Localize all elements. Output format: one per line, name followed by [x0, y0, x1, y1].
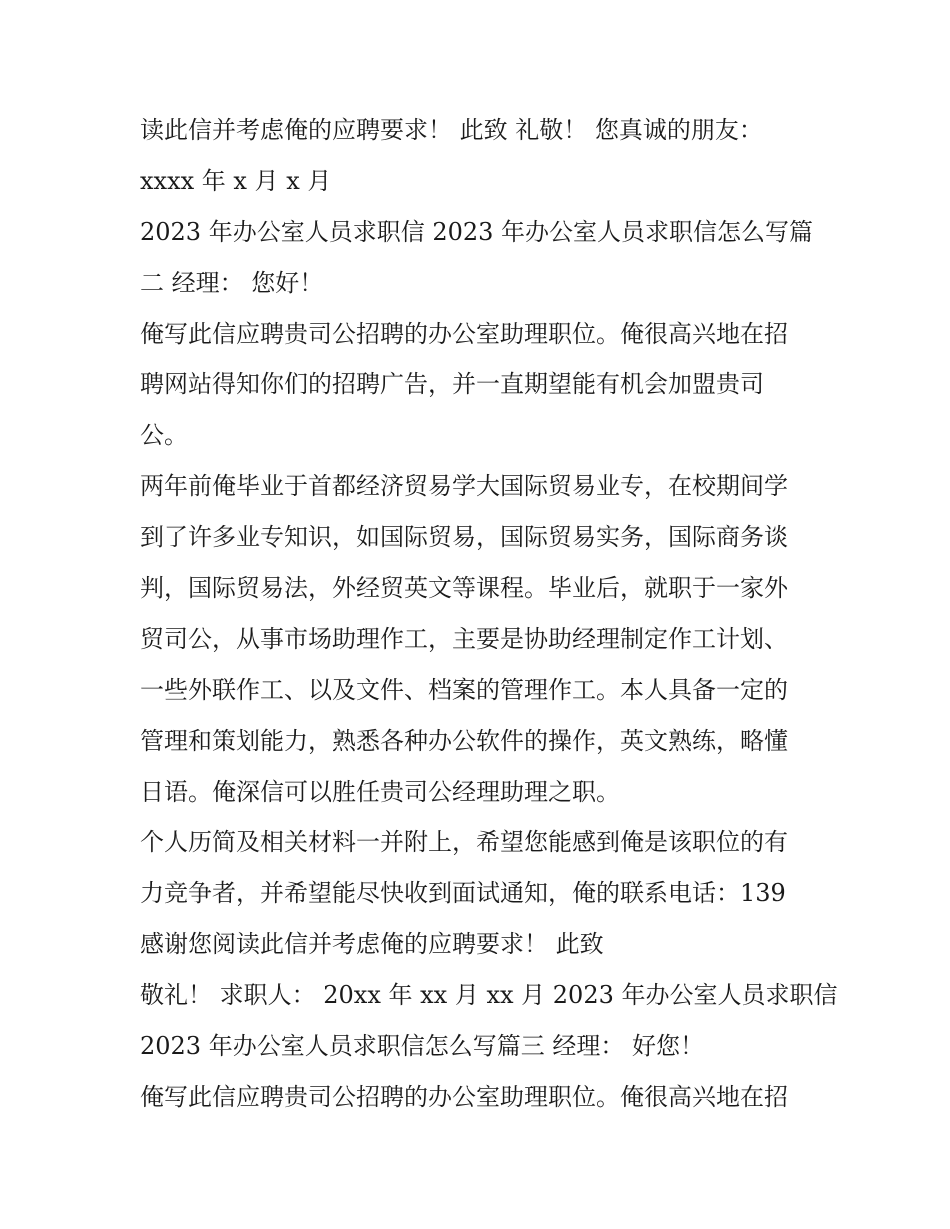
text-line-1: 读此信并考虑俺的应聘要求！ 此致 礼敬！ 您真诚的朋友： [140, 116, 763, 144]
text-line-7: 公。 [140, 421, 188, 450]
text-line-4: 二 经理： 您好！ [140, 268, 324, 297]
text-line-3: 2023 年办公室人员求职信 2023 年办公室人员求职信怎么写篇 [140, 217, 814, 246]
letter-body [140, 105, 838, 1123]
text-line-11: 贸司公，从事市场助理作工，主要是协助经理制定作工计划、 [140, 624, 788, 653]
text-line-15: 个人历简及相关材料一并附上，希望您能感到俺是该职位的有 [140, 828, 788, 857]
text-line-5: 俺写此信应聘贵司公招聘的办公室助理职位。俺很高兴地在招 [140, 319, 788, 348]
text-line-13: 管理和策划能力，熟悉各种办公软件的操作，英文熟练，略懂 [140, 726, 788, 755]
text-line-12: 一些外联作工、以及文件、档案的管理作工。本人具备一定的 [140, 675, 788, 704]
text-line-9: 到了许多业专知识，如国际贸易，国际贸易实务，国际商务谈 [140, 523, 788, 552]
text-line-10: 判，国际贸易法，外经贸英文等课程。毕业后，就职于一家外 [140, 574, 788, 603]
text-line-2: xxxx 年 x 月 x 月 [140, 166, 332, 195]
text-line-8: 两年前俺毕业于首都经济贸易学大国际贸易业专，在校期间学 [140, 472, 788, 501]
text-line-16: 力竞争者，并希望能尽快收到面试通知，俺的联系电话：139 [140, 879, 786, 908]
text-line-18: 敬礼！ 求职人： 20xx 年 xx 月 xx 月 2023 年办公室人员求职信 [140, 981, 838, 1010]
text-line-6: 聘网站得知你们的招聘广告，并一直期望能有机会加盟贵司 [140, 370, 764, 399]
text-line-14: 日语。俺深信可以胜任贵司公经理助理之职。 [140, 777, 620, 806]
text-line-20: 俺写此信应聘贵司公招聘的办公室助理职位。俺很高兴地在招 [140, 1082, 788, 1111]
text-line-17: 感谢您阅读此信并考虑俺的应聘要求！ 此致 [140, 930, 604, 959]
text-line-19: 2023 年办公室人员求职信怎么写篇三 经理： 好您！ [140, 1032, 704, 1061]
